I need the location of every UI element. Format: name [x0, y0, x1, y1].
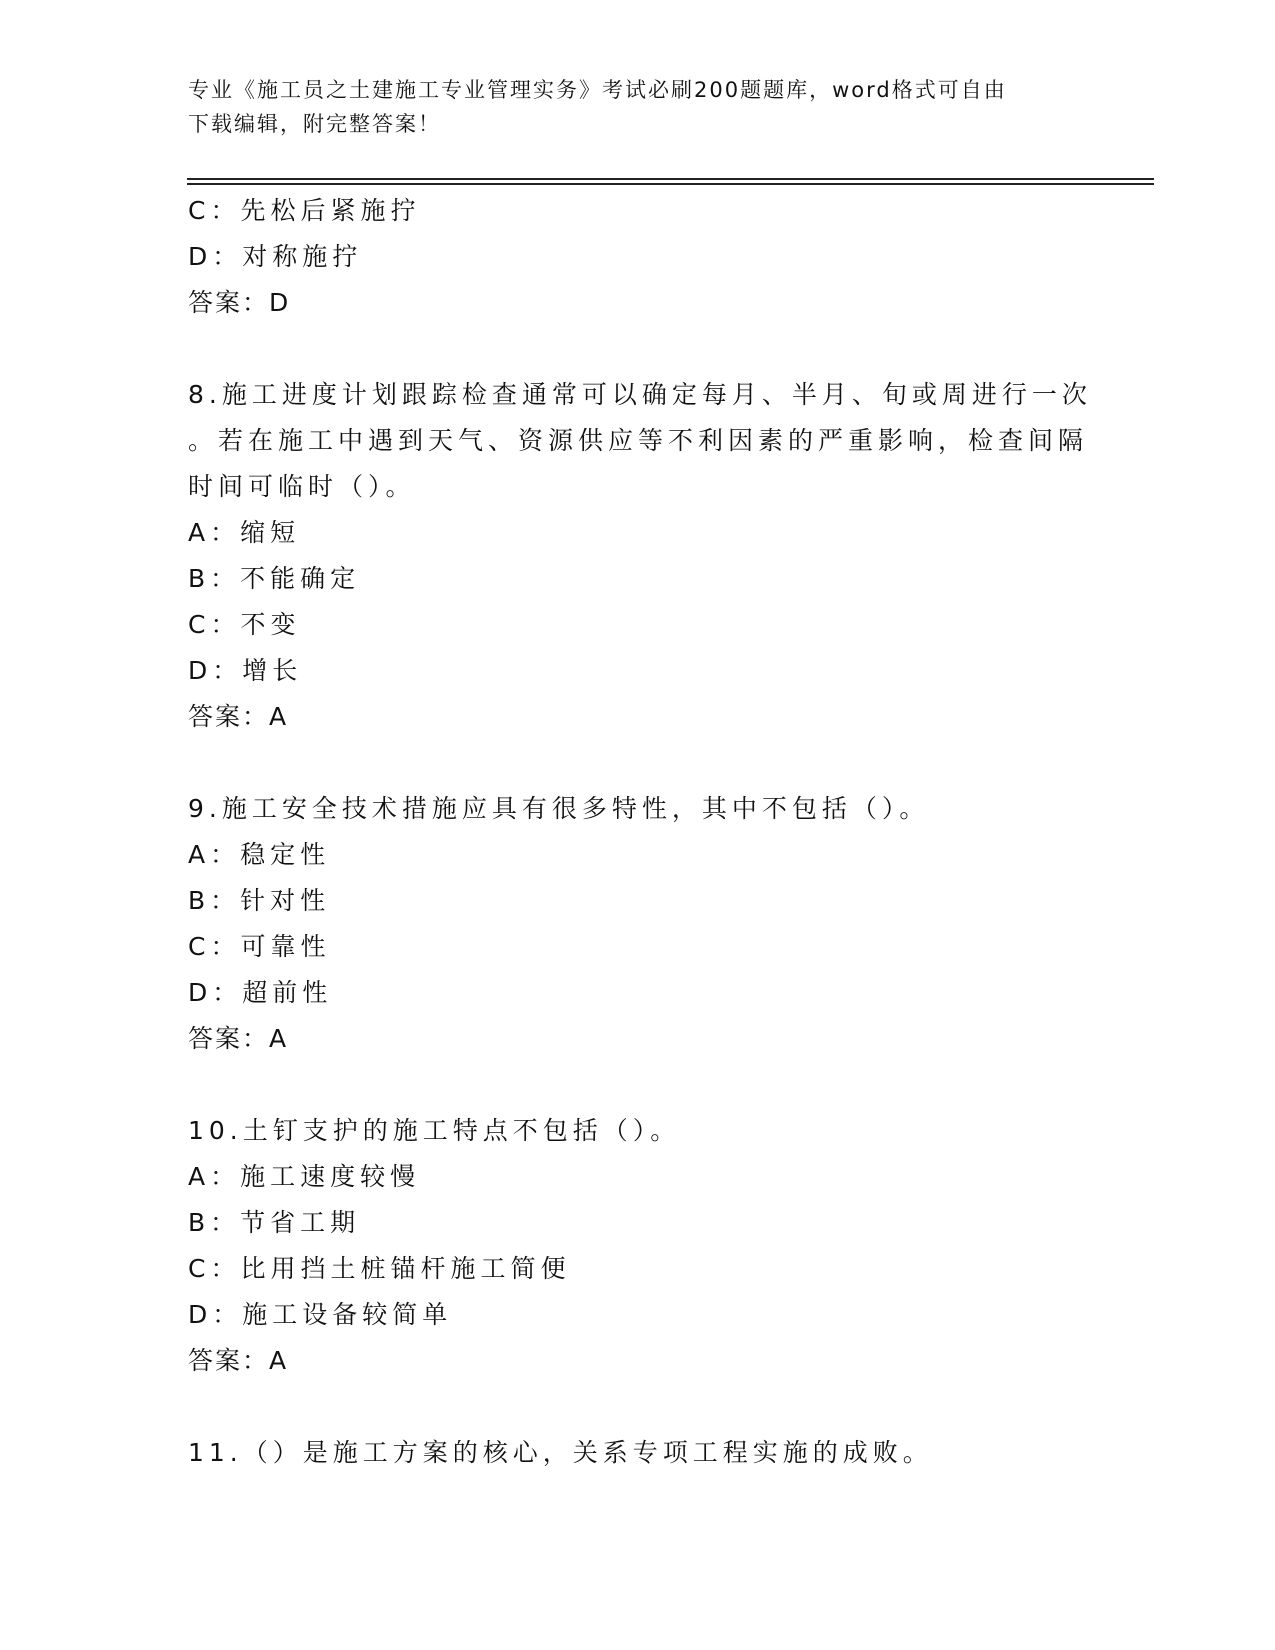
carryover-question [188, 188, 1088, 326]
spacer [188, 326, 1088, 372]
option-c: C：比用挡土桩锚杆施工简便 [188, 1254, 571, 1283]
option-a: A：施工速度较慢 [188, 1162, 421, 1191]
answer-line: 答案：A [188, 702, 289, 731]
spacer [188, 1384, 1088, 1430]
question-11 [188, 1430, 1088, 1476]
option-a: A：缩短 [188, 518, 301, 547]
question-stem-line: 9.施工安全技术措施应具有很多特性，其中不包括（）。 [188, 794, 930, 823]
question-8 [188, 372, 1092, 740]
question-9 [188, 786, 1088, 1062]
answer-line: 答案：D [188, 288, 291, 317]
question-stem-line: 10.土钉支护的施工特点不包括（）。 [188, 1116, 681, 1145]
option-b: B：节省工期 [188, 1208, 361, 1237]
option-d: D：施工设备较简单 [188, 1300, 453, 1329]
header-rule-top [187, 178, 1154, 180]
spacer [188, 1062, 1088, 1108]
question-10 [188, 1108, 1088, 1384]
option-c: C：不变 [188, 610, 301, 639]
answer-line: 答案：A [188, 1024, 289, 1053]
option-c: C：先松后紧施拧 [188, 196, 421, 225]
question-stem-line: 时间可临时（）。 [188, 472, 416, 501]
answer-line: 答案：A [188, 1346, 289, 1375]
option-a: A：稳定性 [188, 840, 331, 869]
spacer [188, 740, 1088, 786]
header-rule-bottom [187, 183, 1154, 185]
header-line-2: 下载编辑，附完整答案！ [188, 112, 441, 136]
question-stem-line: 8.施工进度计划跟踪检查通常可以确定每月、半月、旬或周进行一次 [188, 380, 1092, 409]
question-stem-line: 。若在施工中遇到天气、资源供应等不利因素的严重影响，检查间隔 [188, 426, 1089, 455]
option-c: C：可靠性 [188, 932, 331, 961]
header-line-1: 专业《施工员之土建施工专业管理实务》考试必刷200题题库，word格式可自由 [188, 78, 1007, 102]
question-stem-line: 11.（）是施工方案的核心，关系专项工程实施的成败。 [188, 1438, 933, 1467]
option-b: B：针对性 [188, 886, 331, 915]
option-b: B：不能确定 [188, 564, 361, 593]
document-body [188, 188, 1092, 1476]
option-d: D：超前性 [188, 978, 333, 1007]
option-d: D：增长 [188, 656, 303, 685]
option-d: D：对称施拧 [188, 242, 363, 271]
